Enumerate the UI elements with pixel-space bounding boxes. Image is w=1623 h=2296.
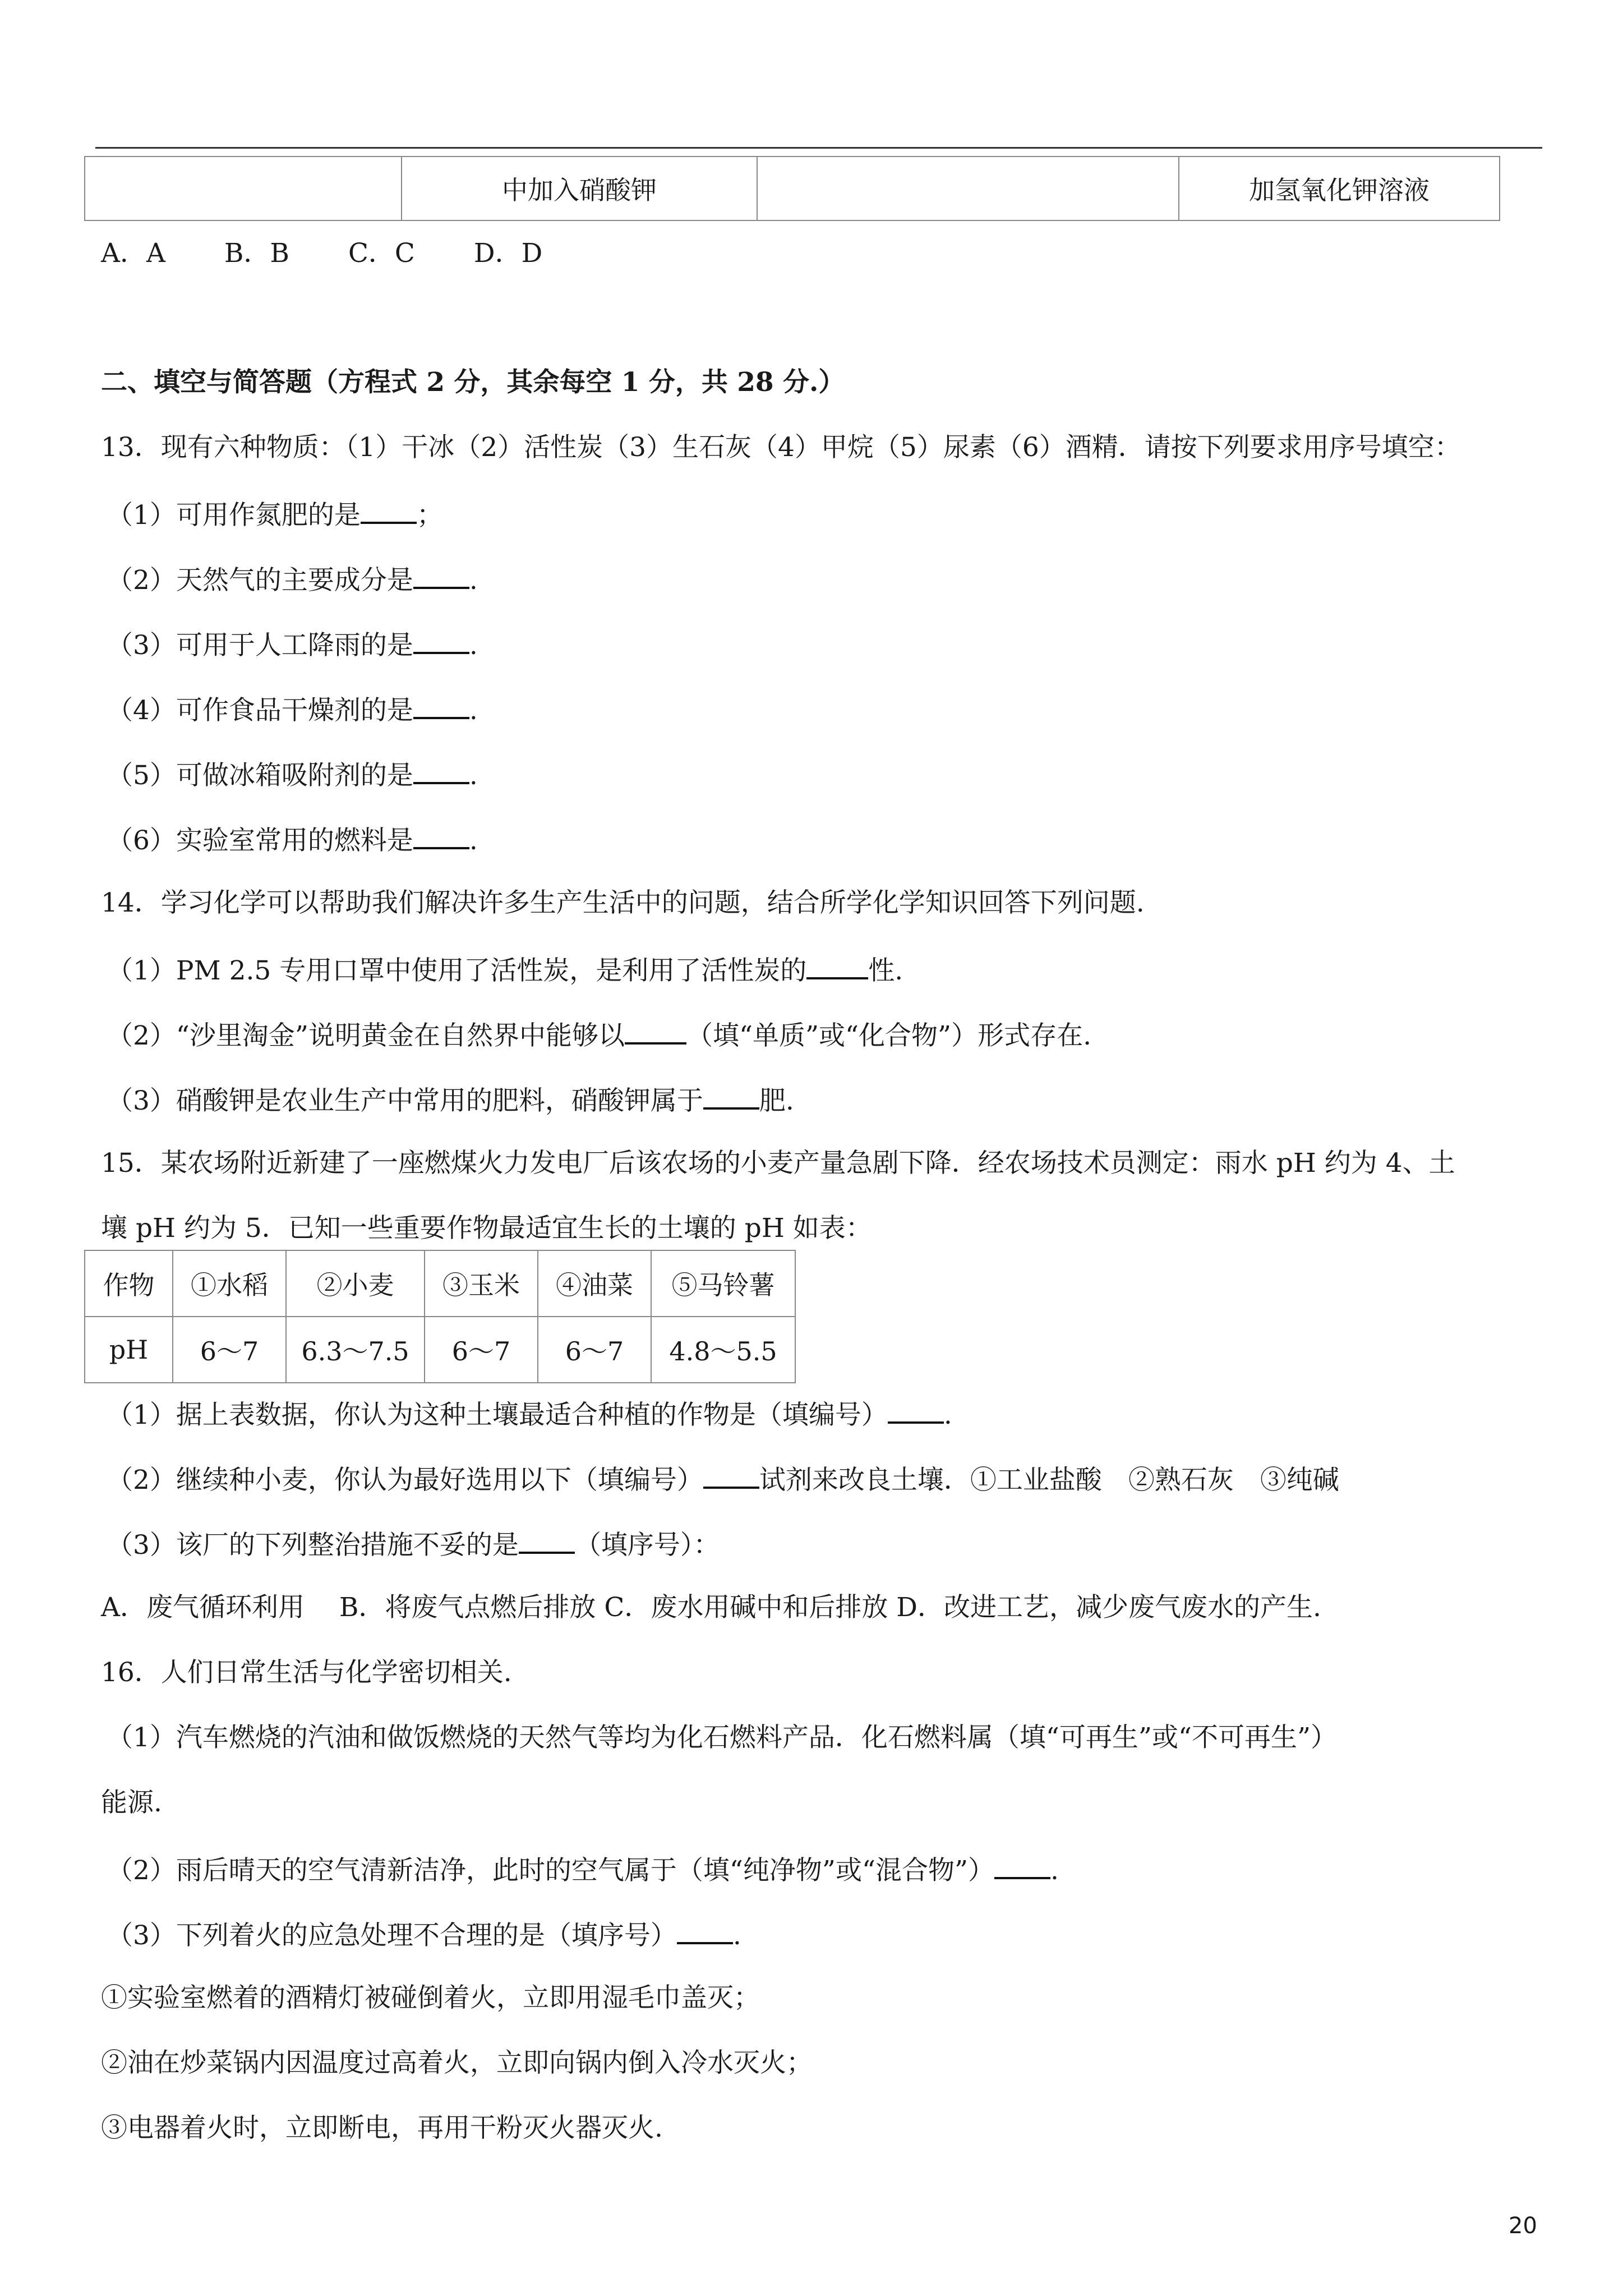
q15-stem-line2: 壤 pH 约为 5．已知一些重要作物最适宜生长的土壤的 pH 如表： (101, 1213, 872, 1244)
q15-item-3: （3）该厂的下列整治措施不妥的是 （填序号）： (107, 1526, 720, 1562)
q14-item-3: （3）硝酸钾是农业生产中常用的肥料，硝酸钾属于 肥. (107, 1082, 794, 1118)
answer-blank[interactable] (413, 626, 469, 654)
q12-options (101, 237, 601, 270)
table-cell (757, 157, 1179, 220)
table-row (85, 1250, 795, 1317)
q13-item-3: （3）可用于人工降雨的是 . (107, 626, 478, 662)
q13-item-1: （1）可用作氮肥的是 ； (107, 496, 443, 532)
table-cell (85, 157, 402, 220)
top-table-fragment (84, 156, 1500, 221)
q14-item-2: （2）“沙里淘金”说明黄金在自然界中能够以 （填“单质”或“化合物”）形式存在. (107, 1016, 1091, 1053)
table-cell: ①水稻 (173, 1250, 286, 1317)
table-cell: 6.3～7.5 (286, 1317, 425, 1383)
header-rule (95, 147, 1542, 149)
answer-blank[interactable] (625, 1016, 686, 1045)
answer-blank[interactable] (413, 821, 469, 849)
table-cell: 6～7 (538, 1317, 651, 1383)
section-title: 二、填空与简答题（方程式 2 分，其余每空 1 分，共 28 分.） (101, 367, 845, 398)
q13-item-6: （6）实验室常用的燃料是 . (107, 821, 478, 858)
q13-item-2: （2）天然气的主要成分是 . (107, 561, 478, 597)
table-cell: 6～7 (425, 1317, 538, 1383)
q16-choice-2: ②油在炒菜锅内因温度过高着火，立即向锅内倒入冷水灭火； (101, 2047, 813, 2078)
table-cell: 4.8～5.5 (651, 1317, 795, 1383)
answer-blank[interactable] (413, 691, 469, 719)
answer-blank[interactable] (677, 1916, 733, 1944)
ph-table (84, 1250, 796, 1383)
q13-item-5: （5）可做冰箱吸附剂的是 . (107, 756, 478, 793)
table-cell: ②小麦 (286, 1250, 425, 1317)
option-b: B．B (224, 238, 289, 269)
table-row (85, 1317, 795, 1383)
q13-stem: 13．现有六种物质：（1）干冰（2）活性炭（3）生石灰（4）甲烷（5）尿素（6）酒精．请按下列要求用序号填空： (101, 432, 1461, 463)
option-a: A．A (101, 238, 165, 269)
table-cell: 中加入硝酸钾 (402, 157, 757, 220)
table-cell: 加氢氧化钾溶液 (1179, 157, 1500, 220)
table-cell: 6～7 (173, 1317, 286, 1383)
q14-stem: 14．学习化学可以帮助我们解决许多生产生活中的问题，结合所学化学知识回答下列问题. (101, 887, 1145, 918)
q16-choice-3: ③电器着火时，立即断电，再用干粉灭火器灭火. (101, 2113, 663, 2143)
answer-blank[interactable] (888, 1396, 944, 1424)
answer-blank[interactable] (413, 756, 469, 784)
table-cell: ④油菜 (538, 1250, 651, 1317)
table-cell: ⑤马铃薯 (651, 1250, 795, 1317)
q14-item-1: （1）PM 2.5 专用口罩中使用了活性炭，是利用了活性炭的 性. (107, 951, 903, 988)
table-cell: ③玉米 (425, 1250, 538, 1317)
q16-item-1-line2: 能源. (101, 1787, 162, 1818)
answer-blank[interactable] (361, 496, 417, 524)
q15-options: A．废气循环利用 B．将废气点燃后排放 C．废水用碱中和后排放 D．改进工艺，减少废气废水的产生. (101, 1592, 1321, 1623)
table-cell: pH (85, 1317, 173, 1383)
option-d: D．D (473, 238, 543, 269)
answer-blank[interactable] (703, 1461, 759, 1489)
q15-stem-line1: 15．某农场附近新建了一座燃煤火力发电厂后该农场的小麦产量急剧下降．经农场技术员测定：雨水 pH 约为 4、土 (101, 1148, 1455, 1179)
table-cell: 作物 (85, 1250, 173, 1317)
answer-blank[interactable] (703, 1082, 759, 1110)
q16-stem: 16．人们日常生活与化学密切相关. (101, 1657, 512, 1688)
q13-item-4: （4）可作食品干燥剂的是 . (107, 691, 478, 728)
page-number: 20 (1509, 2213, 1537, 2239)
q15-item-1: （1）据上表数据，你认为这种土壤最适合种植的作物是（填编号） . (107, 1396, 952, 1432)
q16-item-1-line1: （1）汽车燃烧的汽油和做饭燃烧的天然气等均为化石燃料产品．化石燃料属（填“可再生”或“不可再生”） (107, 1722, 1338, 1753)
answer-blank[interactable] (806, 951, 868, 979)
q16-item-3: （3）下列着火的应急处理不合理的是（填序号） . (107, 1916, 741, 1953)
answer-blank[interactable] (519, 1526, 575, 1554)
answer-blank[interactable] (994, 1851, 1050, 1879)
option-c: C．C (348, 238, 415, 269)
answer-blank[interactable] (413, 561, 469, 589)
q16-choice-1: ①实验室燃着的酒精灯被碰倒着火，立即用湿毛巾盖灭； (101, 1982, 760, 2013)
q15-item-2: （2）继续种小麦，你认为最好选用以下（填编号） 试剂来改良土壤．①工业盐酸 ②熟石灰 ③纯碱 (107, 1461, 1339, 1497)
q16-item-2: （2）雨后晴天的空气清新洁净，此时的空气属于（填“纯净物”或“混合物”） . (107, 1851, 1059, 1888)
